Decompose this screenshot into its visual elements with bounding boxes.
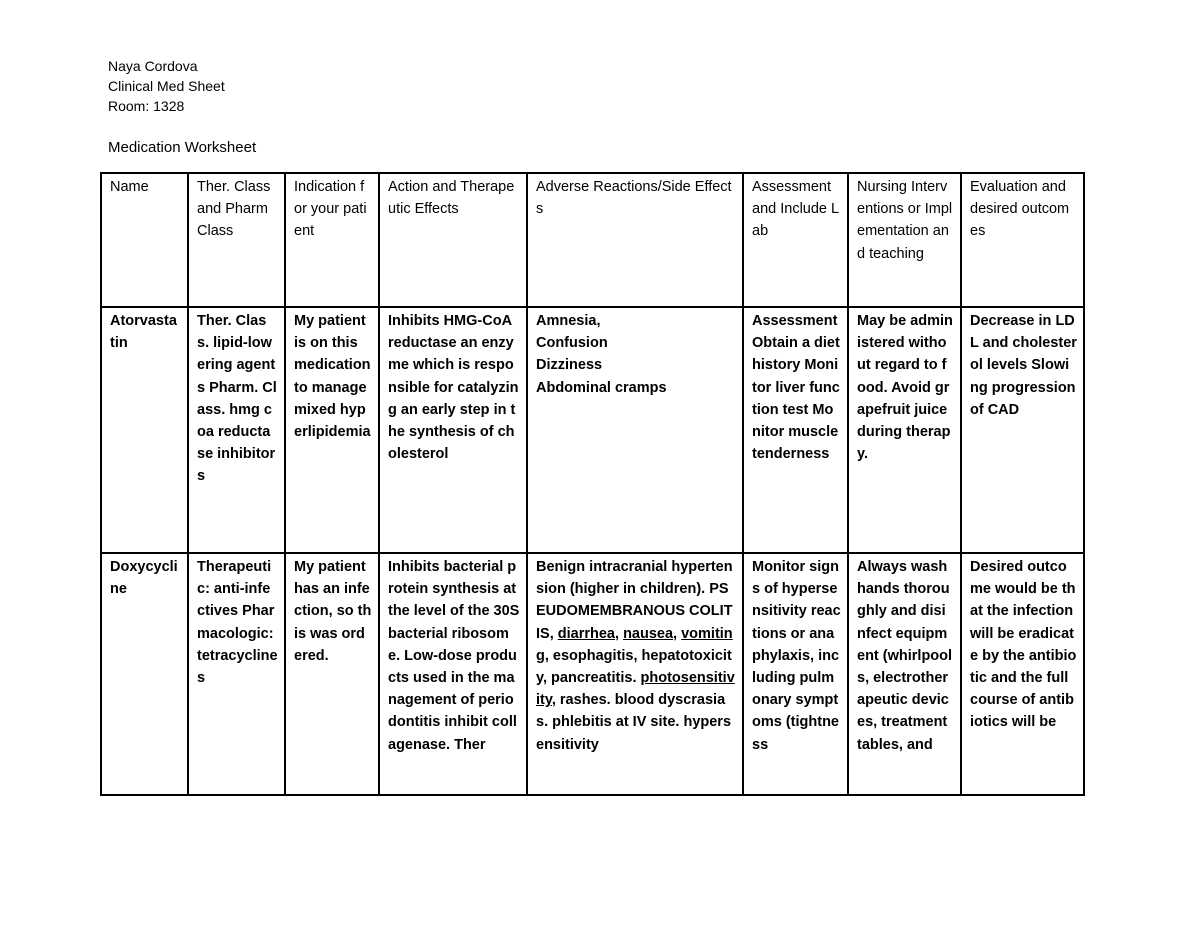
column-header-class: Ther. Class and Pharm Class bbox=[188, 173, 285, 307]
column-header-indication: Indication for your patient bbox=[285, 173, 379, 307]
adverse-cell bbox=[527, 553, 743, 795]
class-cell: Ther. Class. lipid-lowering agents Pharm. Class. hmg coa reductase inhibitors bbox=[188, 307, 285, 553]
worksheet-title: Medication Worksheet bbox=[108, 139, 257, 156]
drug-name-cell: Doxycycline bbox=[101, 553, 188, 795]
column-header-action: Action and Therapeutic Effects bbox=[379, 173, 527, 307]
assessment-cell: Assessment Obtain a diet history Monitor liver function test Monitor muscle tenderness bbox=[743, 307, 848, 553]
action-cell: Inhibits HMG-CoA reductase an enzyme which is responsible for catalyzing an early step in the synthesis of cholesterol bbox=[379, 307, 527, 553]
assessment-cell: Monitor signs of hypersensitivity reactions or anaphylaxis, including pulmonary symptoms (tightness bbox=[743, 553, 848, 795]
adverse-text: , esophagitis, hepatotoxicity, pancreatitis. bbox=[536, 647, 732, 687]
adverse-separator: , bbox=[615, 625, 624, 642]
adverse-text: , rashes. blood dyscrasias. phlebitis at IV site. hypersensitivity bbox=[536, 692, 732, 753]
nursing-cell: May be administered without regard to food. Avoid grapefruit juice during therapy. bbox=[848, 307, 961, 553]
adverse-term-nausea: nausea bbox=[623, 625, 674, 642]
adverse-term-vomiting: vomiting bbox=[536, 625, 733, 664]
column-header-nursing: Nursing Interventions or Implementation and teaching bbox=[848, 173, 961, 307]
table-header-row bbox=[101, 173, 1084, 307]
document-header bbox=[108, 56, 225, 116]
column-header-adverse: Adverse Reactions/Side Effects bbox=[527, 173, 743, 307]
adverse-item: Confusion bbox=[536, 335, 608, 352]
action-cell: Inhibits bacterial protein synthesis at the level of the 30S bacterial ribosome. Low-dose products used in the management of periodontitis inhibit collagenase. Ther bbox=[379, 553, 527, 795]
student-name: Naya Cordova bbox=[108, 58, 198, 74]
sheet-name: Clinical Med Sheet bbox=[108, 78, 225, 94]
column-header-name: Name bbox=[101, 173, 188, 307]
table-row bbox=[101, 307, 1084, 553]
column-header-evaluation: Evaluation and desired outcomes bbox=[961, 173, 1084, 307]
room-number: Room: 1328 bbox=[108, 98, 185, 114]
adverse-item: Dizziness bbox=[536, 357, 603, 374]
adverse-separator: , bbox=[673, 625, 682, 642]
adverse-item: Abdominal cramps bbox=[536, 379, 667, 396]
adverse-item: Amnesia, bbox=[536, 313, 601, 329]
evaluation-cell: Decrease in LDL and cholesterol levels Slowing progression of CAD bbox=[961, 307, 1084, 553]
table-row bbox=[101, 553, 1084, 795]
adverse-term-photosensitivity: photosensitivity bbox=[536, 670, 735, 709]
column-header-assessment: Assessment and Include Lab bbox=[743, 173, 848, 307]
evaluation-cell: Desired outcome would be that the infection will be eradicate by the antibiotic and the full course of antibiotics will be bbox=[961, 553, 1084, 795]
indication-cell: My patient is on this medication to manage mixed hyperlipidemia bbox=[285, 307, 379, 553]
medication-table bbox=[100, 172, 1085, 796]
class-cell: Therapeutic: anti-infectives Pharmacologic: tetracyclines bbox=[188, 553, 285, 795]
drug-name-cell: Atorvastatin bbox=[101, 307, 188, 553]
adverse-text: Benign intracranial hypertension (higher in children). PSEUDOMEMBRANOUS COLITIS, bbox=[536, 559, 733, 642]
adverse-term-diarrhea: diarrhea bbox=[557, 625, 615, 642]
adverse-cell bbox=[527, 307, 743, 553]
indication-cell: My patient has an infection, so this was ordered. bbox=[285, 553, 379, 795]
nursing-cell: Always wash hands thoroughly and disinfect equipment (whirlpools, electrotherapeutic devices, treatment tables, and bbox=[848, 553, 961, 795]
